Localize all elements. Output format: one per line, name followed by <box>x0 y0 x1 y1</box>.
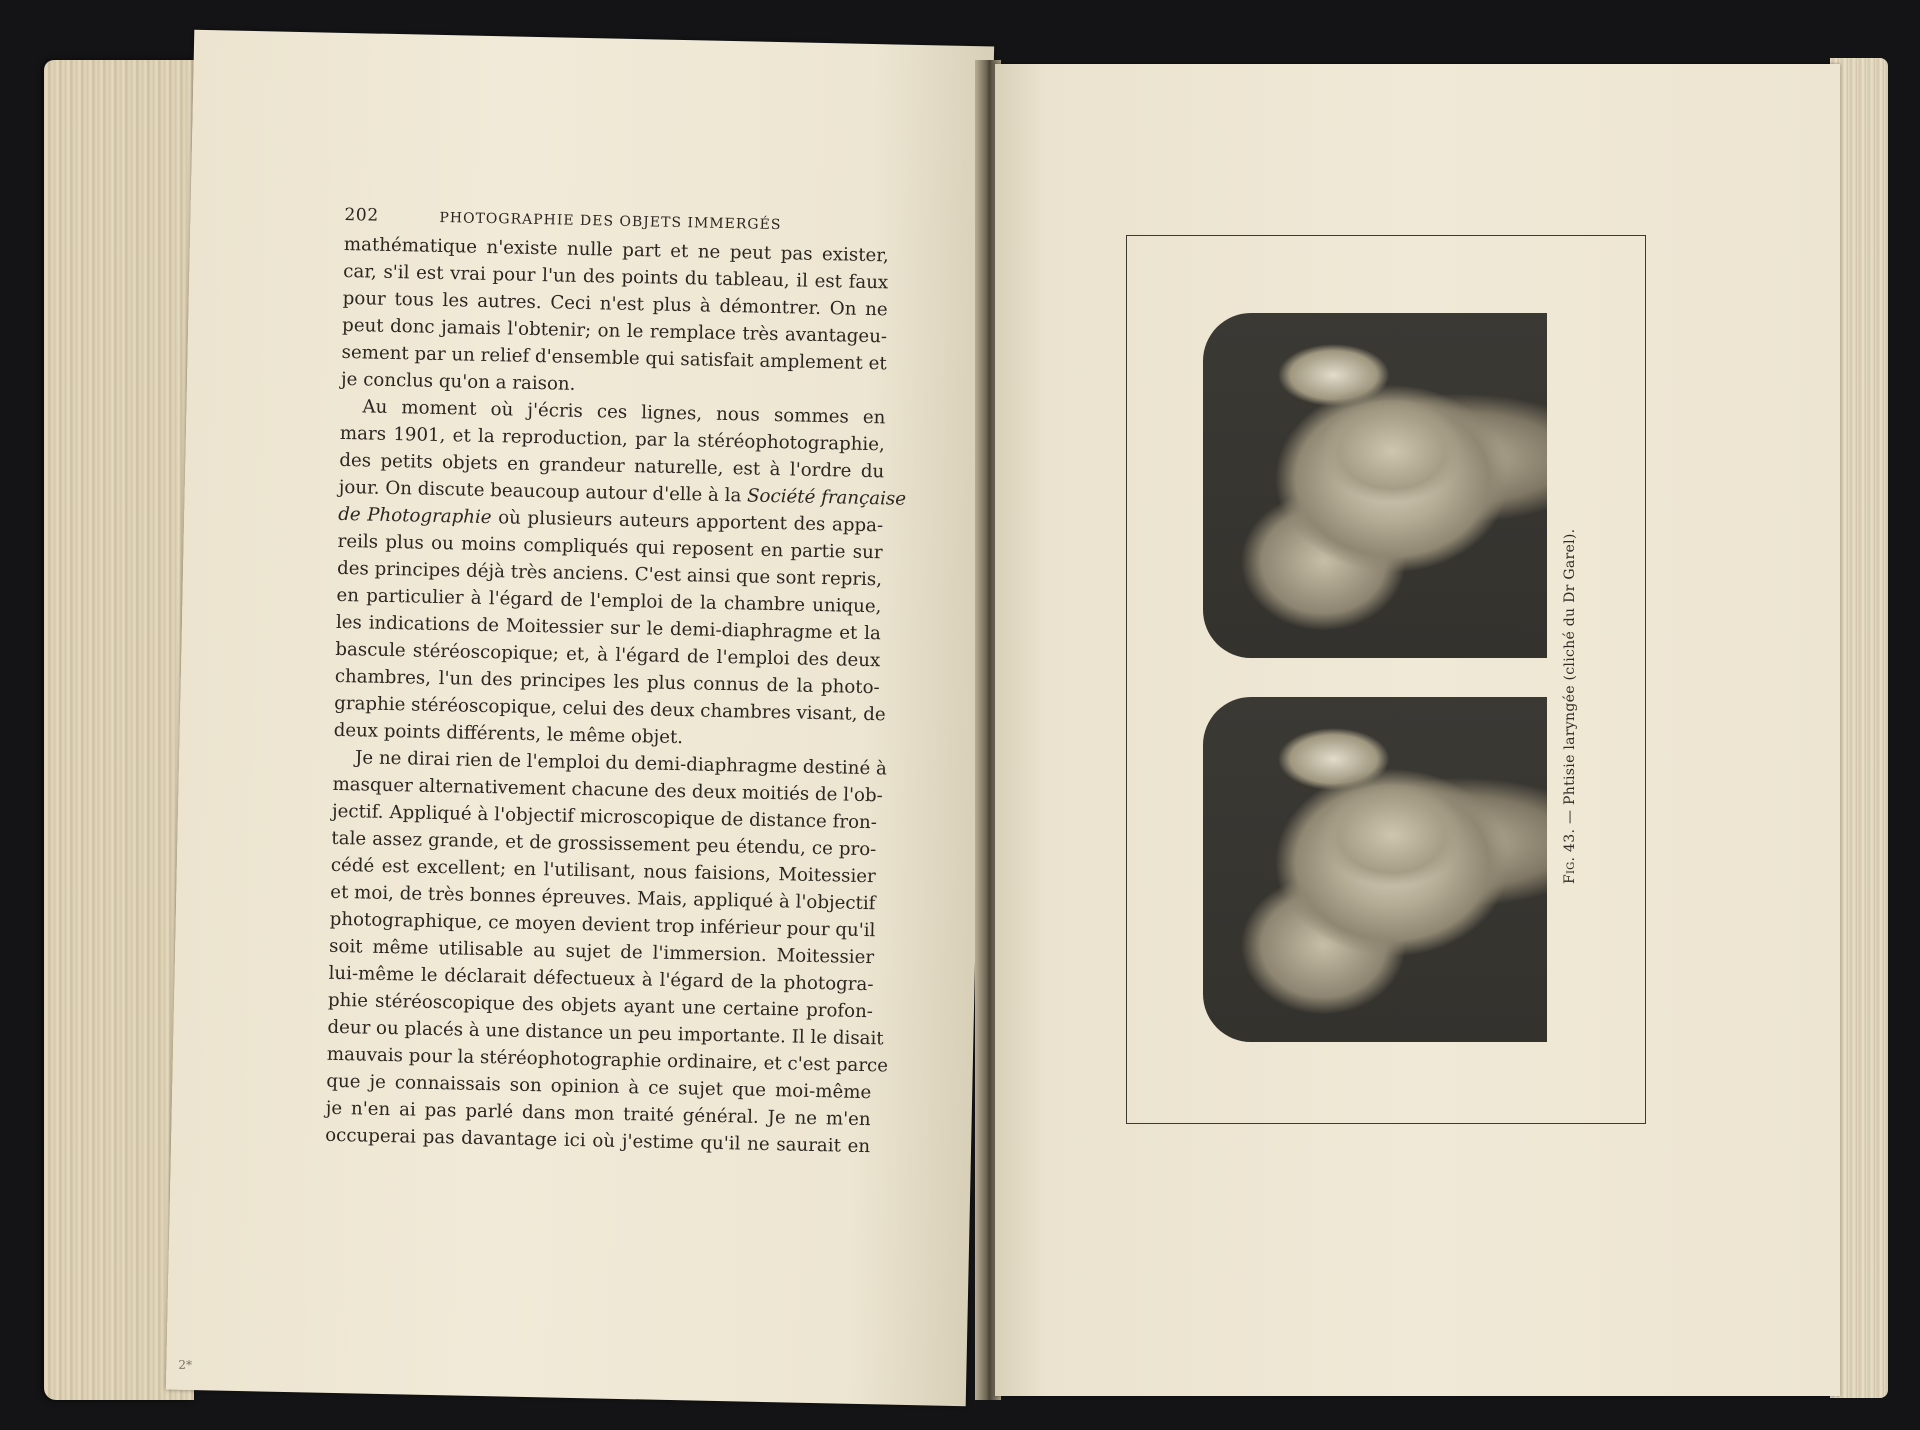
text-line: sement par un relief d'ensemble qui satisfait amplement et <box>341 341 887 375</box>
text-line: bascule stéréoscopique; et, à l'égard de l'emploi des deux <box>335 638 881 672</box>
text-line: je conclus qu'on a raison. <box>340 368 576 395</box>
bottom-page-mark: 2* <box>178 1357 193 1373</box>
text-line: graphie stéréoscopique, celui des deux chambres visant, de <box>334 692 886 726</box>
text-line: et moi, de très bonnes épreuves. Mais, appliqué à l'objectif <box>330 881 876 915</box>
figure-caption-text: Phtisie laryngée (cliché du Dr Garel). <box>1562 528 1578 805</box>
text-line: deur ou placés à une distance un peu importante. Il le disait <box>327 1016 884 1050</box>
text-line: jectif. Appliqué à l'objectif microscopique de distance fron- <box>331 800 878 834</box>
left-page-text-block <box>324 204 907 1160</box>
text-line: occuperai pas davantage ici où j'estime qu'il ne saurait en <box>324 1124 871 1158</box>
running-head <box>344 205 889 236</box>
text-line: en particulier à l'égard de l'emploi de la chambre unique, <box>336 584 882 618</box>
text-line: tale assez grande, et de grossissement peu étendu, ce pro- <box>331 827 877 861</box>
text-line: cédé est excellent; en l'utilisant, nous faisions, Moitessier <box>330 854 876 888</box>
text-line: lui-même le déclarait défectueux à l'égard de la photogra- <box>328 962 874 996</box>
text-line: Je ne dirai rien de l'emploi du demi-diaphragme destiné à <box>354 747 888 780</box>
text-segment: jour. On discute beaucoup autour d'elle à la <box>338 476 748 507</box>
stereo-photo-bottom <box>1203 697 1547 1042</box>
text-line: deux points différents, le même objet. <box>333 719 684 749</box>
text-line: reils plus ou moins compliqués qui reposent en partie sur <box>337 530 883 564</box>
italic-title: Société française <box>746 485 907 510</box>
figure-label: Fig. 43. <box>1562 828 1578 884</box>
text-line: mars 1901, et la reproduction, par la stéréophotographie, <box>339 422 886 456</box>
text-line: phie stéréoscopique des objets ayant une certaine profon- <box>327 989 874 1023</box>
text-line: car, s'il est vrai pour l'un des points du tableau, il est faux <box>343 260 889 294</box>
text-line: des petits objets en grandeur naturelle, est à l'ordre du <box>339 449 885 483</box>
italic-title: de Photographie <box>337 503 492 529</box>
left-page <box>166 30 994 1406</box>
text-line: des principes déjà très anciens. C'est ainsi que sont repris, <box>336 557 883 591</box>
text-line: mathématique n'existe nulle part et ne peut pas exister, <box>343 233 889 267</box>
text-line: pour tous les autres. Ceci n'est plus à démontrer. On ne <box>342 287 888 321</box>
figure-plate-frame <box>1126 235 1646 1124</box>
text-line: je n'en ai pas parlé dans mon traité général. Je ne m'en <box>325 1097 871 1131</box>
running-head-title: PHOTOGRAPHIE DES OBJETS IMMERGÉS <box>439 209 782 234</box>
text-segment: où plusieurs auteurs apportent des appa- <box>491 507 884 537</box>
figure-caption <box>1562 528 1917 900</box>
text-line: mauvais pour la stéréophotographie ordinaire, et c'est parce <box>326 1043 889 1077</box>
text-line: peut donc jamais l'obtenir; on le remplace très avantageu- <box>341 314 888 348</box>
page-number: 202 <box>344 204 379 226</box>
right-page <box>995 64 1840 1396</box>
text-line: les indications de Moitessier sur le demi-diaphragme et la <box>335 611 882 645</box>
stereo-photo-top <box>1203 313 1547 658</box>
text-line: Au moment où j'écris ces lignes, nous sommes en <box>362 396 886 429</box>
text-line: chambres, l'un des principes les plus connus de la photo- <box>334 665 880 699</box>
text-line: photographique, ce moyen devient trop inférieur pour qu'il <box>329 908 876 942</box>
text-line: soit même utilisable au sujet de l'immersion. Moitessier <box>328 935 875 969</box>
text-line: masquer alternativement chacune des deux moitiés de l'ob- <box>332 773 883 807</box>
figure-dash: — <box>1562 809 1578 825</box>
text-line: que je connaissais son opinion à ce sujet que moi-même <box>326 1070 872 1104</box>
body-text <box>324 231 907 1160</box>
